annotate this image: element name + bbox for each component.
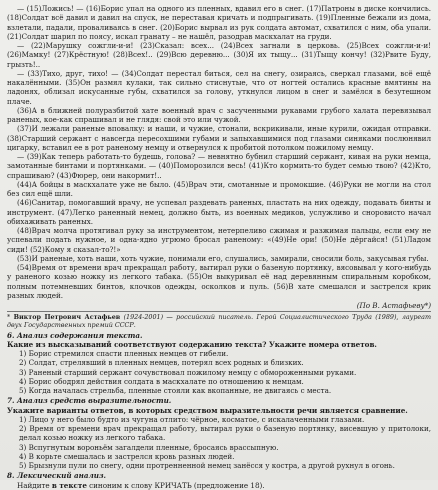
- task-7-option: 4) В корьте смешалась и застрелся кровь разных людей.: [19, 451, 235, 461]
- story-paragraph: (36)А в ближней полуразбитой хате военный врач с засученными рукавами грубого халата перевязывал раненых, кое-как спрашивал и не глядя: свой это или чужой.: [7, 105, 431, 124]
- story-paragraph: (46)Санитар, помогавший врачу, не успевал раздевать раненых, пластать на них одежду, подавать бинты и инструмент. (47)Легко раненный немец, должно быть, из военных медиков, услужливо и сноровисто начал обихаживать раненых.: [7, 198, 431, 226]
- task-8-question-prefix: Найдите: [17, 480, 52, 490]
- author-footnote: [7, 311, 431, 329]
- footnote-author-name: Виктор Петрович Астафьев: [13, 313, 121, 322]
- story-paragraph: — (22)Марушку сожгли-и-и! (23)Сказал: всех... (24)Всех загнали в церковь. (25)Всех сожгли-и-и! (26)Мамку! (27)Крёстную! (28)Всех!.. (29)Всю деревню... (30)Я их тыщу... (31)Тыщу кончу! (32)Рвите Буду, грызть!..: [7, 41, 431, 69]
- story-paragraph: (53)И раненые, хоть наши, хоть чужие, понимали его, слушались, замирали, сносили боль, закусывая губы.: [17, 253, 429, 263]
- story-paragraph: (54)Время от времени врач прекращал работу, вытирал руки о базеную портянку, вясовывал у кого-нибудь у раненого козью ножку из легкого табака. (55)Он выкуривал её над деревянным спиральным коробком, полным потемневших бинтов, клочков одежды, осколков и пуль. (56)В хате смешался и застрелся крик разных людей.: [7, 263, 431, 300]
- task-7-heading: 7. Анализ средств выразительности.: [7, 396, 172, 406]
- footnote-marker: *: [7, 313, 11, 322]
- author-signature: (По В. Астафьеву*): [356, 301, 431, 310]
- task-6-option: 5) Когда началась стрельба, пленные стояли как вкопанные, не двигаясь с места.: [19, 386, 332, 396]
- task-8-question: [7, 481, 431, 490]
- task-7-option: 1) Лицо у него было будто из чугуна отлито: чёрное, косматое, с искалаченными глазами.: [19, 414, 365, 424]
- task-8-question-suffix: синоним к слову КРИЧАТЬ (предложение 18).: [86, 480, 265, 490]
- task-8-heading: 8. Лексический анализ.: [7, 471, 106, 481]
- story-paragraph: (48)Врач молча протягивал руку за инструментом, нетерпеливо сжимая и разжимая пальцы, если ему не успевали подать нужное, и одна-ядно угрюмо бросал раненому: «(49)Не ори! (50)Не дёргайся! (51)Ладом сиди! (52)Кому я сказал-то?!»: [7, 226, 431, 254]
- story-paragraph: (37)И лежали раненые вповалку: и наши, и чужие, стонали, вскрикивали, иные курили, ожидая отправки. (38)Старший сержант с навсегда пересохшими губами и запыхавшимися под глазами синяками послюнявил цигарку, вставил ее в рот раненому немцу и отвернулся к пробитой потолком пожилому немцу.: [7, 124, 431, 152]
- task-6-option: 2) Солдат, стрелявший в пленных немцев, потерял всех родных и близких.: [19, 358, 304, 368]
- task-7-option: 2) Время от времени врач прекращал работу, вытирал руки о базеную портянку, висевшую у притолоки, делал козью ножку из легкого табака.: [19, 424, 431, 443]
- story-text: [7, 4, 431, 490]
- task-7-question: Укажите варианты ответов, в которых средством выразительности речи является сравнение.: [7, 405, 408, 415]
- story-paragraph: — (33)Тихо, друг, тихо! — (34)Солдат перестал биться, сел на снегу, озираясь, сверкал глазами, всё ещё накалёнными. (35)Он размял кулаки, так сильно стиснутые, что от ногтей остались красные вмятины на ладонях, облизал искусанные губы, схватился за голову, уткнулся лицом в снег и замёлся в безутешном плаче.: [7, 68, 431, 106]
- task-7-option: 3) Вспугнутым вороньём загалдели пленные, бросаясь врассыпную.: [19, 442, 279, 452]
- story-paragraph: (44)А бойцы в маскхалате уже не было. (45)Врач эти, смотанные и промокшие. (46)Руки не могли на стол без сил ещё шли.: [7, 179, 431, 198]
- task-7-option: 5) Брызнули пули по снегу, одни протренненной немец занёсся у костра, а другой рухнул в огонь.: [19, 461, 395, 471]
- task-6-option: 3) Раненый старший сержант сочувствовал пожилому немцу с обмороженными руками.: [19, 367, 357, 377]
- story-paragraph: — (39)Как теперь работать-то будешь, голова? — невнятно бубнил старший сержант, кивая на руки немца, замотанные бинтами и портянками. — (40)Поморозился весь! (41)Кто кормить-то будет семью твою? (42)Кто, спрашиваю? (43)Фюрер, они накормит!..: [7, 152, 431, 180]
- task-6-option: 1) Борис стремился спасти пленных немцев от гибели.: [19, 349, 229, 359]
- task-8-question-emphasis: в тексте: [51, 480, 87, 490]
- footnote-text: (1924-2001) — российский писатель. Герой Социалистического Труда (1989), лауреат двух Государственных премий СССР.: [7, 313, 432, 330]
- story-paragraph: — (15)Ложись! — (16)Борис упал на одного из пленных, вдавил его в снег. (17)Патроны в диске кончились. (18)Солдат всё давил и давил на спуск, не переставая кричать и подпрыгивать. (19)Пленные бежали из дома, взлетали, падали, проваливаясь в снег. (20)Борис вырвал из рук солдата автомат, схватился с ним, оба упали. (21)Солдат шарил по поясу, искал гранату – не нашёл, разодрав маскхалат на груди.: [7, 4, 431, 41]
- task-6-heading: 6. Анализ содержания текста.: [7, 330, 143, 340]
- task-6-question: Какие из высказываний соответствуют содержанию текста? Укажите номера ответов.: [7, 339, 377, 349]
- task-6-option: 4) Борис ободрял действия солдата в маскхалате по отношению к немцам.: [19, 376, 304, 386]
